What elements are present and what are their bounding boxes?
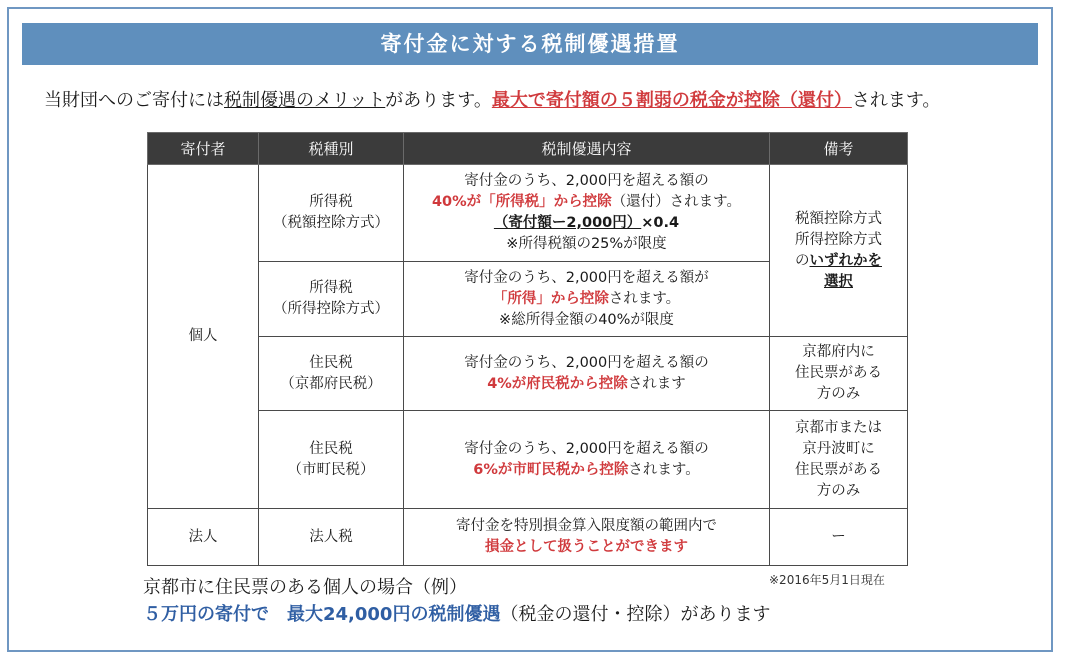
- intro-highlight: 最大で寄付額の５割弱の税金が控除（還付）: [491, 90, 852, 111]
- benefit-line: 寄付金を特別損金算入限度額の範囲内で: [456, 518, 717, 534]
- table-row: [148, 411, 908, 509]
- header-donor: 寄付者: [148, 133, 259, 165]
- notes-corporate: ー: [770, 509, 908, 566]
- example-heading: 京都市に住民票のある個人の場合（例）: [143, 577, 467, 598]
- benefit-line: [410, 289, 763, 310]
- formula-base: （寄付額ー2,000円）: [493, 215, 642, 231]
- example-highlight: ５万円の寄付で 最大24,000円の税制優遇: [143, 604, 501, 625]
- table-row: [148, 337, 908, 411]
- benefit-text: （還付）されます。: [611, 194, 742, 210]
- page-title: 寄付金に対する税制優遇措置: [22, 23, 1038, 65]
- benefit-limit: ※所得税額の25%が限度: [506, 236, 667, 252]
- notes-prefectural: [770, 337, 908, 411]
- benefit-highlight: 「所得」から控除: [492, 290, 609, 307]
- notes-line: 方のみ: [816, 386, 861, 402]
- table-header-row: [148, 133, 908, 165]
- benefit-line: 寄付金のうち、2,000円を超える額が: [464, 269, 709, 286]
- tax-type-cell: [259, 165, 404, 262]
- notes-line: 住民票がある: [795, 365, 882, 381]
- benefit-highlight: 4%が府民税から控除: [487, 375, 628, 392]
- tax-type-name: 法人税: [259, 509, 404, 566]
- benefit-limit: ※総所得金額の40%が限度: [499, 311, 674, 328]
- benefit-line: 寄付金のうち、2,000円を超える額の: [464, 173, 709, 189]
- tax-type-name: 住民税: [309, 354, 353, 371]
- tax-type-method: （市町民税）: [287, 461, 375, 478]
- benefit-line: 寄付金のうち、2,000円を超える額の: [464, 440, 709, 457]
- benefit-highlight: 40%が「所得税」から控除: [431, 194, 612, 210]
- notes-line: 京都市または: [795, 419, 882, 436]
- tax-type-name: 所得税: [309, 194, 353, 210]
- tax-type-method: （京都府民税）: [280, 375, 382, 392]
- intro-part-1: 当財団へのご寄付には: [44, 90, 224, 111]
- intro-part-3: があります。: [385, 90, 492, 111]
- intro-merit: 税制優遇のメリット: [224, 90, 386, 111]
- donor-individual: 個人: [148, 165, 259, 509]
- notes-municipal: [770, 411, 908, 509]
- tax-type-method: （税額控除方式）: [273, 215, 389, 231]
- benefit-cell: [404, 165, 770, 262]
- tax-type-cell: [259, 262, 404, 337]
- as-of-date: ※2016年5月1日現在: [769, 573, 885, 587]
- formula-rate: ×0.4: [641, 215, 680, 231]
- tax-type-name: 住民税: [309, 440, 353, 457]
- example-summary: [143, 600, 770, 626]
- benefit-line: [410, 192, 763, 213]
- donor-corporate: 法人: [148, 509, 259, 566]
- benefit-text: されます。: [628, 461, 700, 478]
- benefit-cell: [404, 411, 770, 509]
- benefit-highlight: 6%が市町民税から控除: [473, 461, 629, 478]
- notes-line: 税額控除方式: [795, 210, 882, 227]
- benefit-formula: [410, 213, 763, 234]
- notes-line: 住民票がある: [795, 461, 882, 478]
- notes-line: 所得控除方式: [795, 231, 882, 248]
- benefit-cell: [404, 337, 770, 411]
- header-benefit: 税制優遇内容: [404, 133, 770, 165]
- benefit-line: 寄付金のうち、2,000円を超える額の: [464, 354, 709, 371]
- tax-type-cell: [259, 411, 404, 509]
- benefit-text: されます: [627, 375, 686, 392]
- table-row: [148, 509, 908, 566]
- tax-type-name: 所得税: [309, 280, 353, 296]
- tax-type-cell: [259, 337, 404, 411]
- notes-line: [776, 251, 901, 272]
- intro-part-5: されます。: [851, 90, 941, 111]
- notes-text: の: [795, 252, 810, 269]
- notes-line: 京丹波町に: [802, 440, 875, 457]
- notes-emphasis: いずれかを: [809, 252, 882, 269]
- header-notes: 備考: [770, 133, 908, 165]
- benefit-highlight: 損金として扱うことができます: [485, 539, 688, 555]
- benefit-cell: [404, 509, 770, 566]
- header-tax-type: 税種別: [259, 133, 404, 165]
- benefit-cell: [404, 262, 770, 337]
- notes-emphasis: 選択: [824, 273, 853, 290]
- example-text: （税金の還付・控除）があります: [500, 604, 771, 625]
- benefit-line: [410, 460, 763, 481]
- notes-line: 京都府内に: [802, 344, 875, 360]
- notes-line: 方のみ: [816, 482, 861, 499]
- table-row: [148, 165, 908, 262]
- notes-income: [770, 165, 908, 337]
- benefit-line: [410, 374, 763, 395]
- tax-type-method: （所得控除方式）: [273, 301, 389, 317]
- benefit-text: されます。: [608, 290, 681, 307]
- tax-benefit-table: [147, 132, 908, 566]
- intro-text: [44, 86, 940, 112]
